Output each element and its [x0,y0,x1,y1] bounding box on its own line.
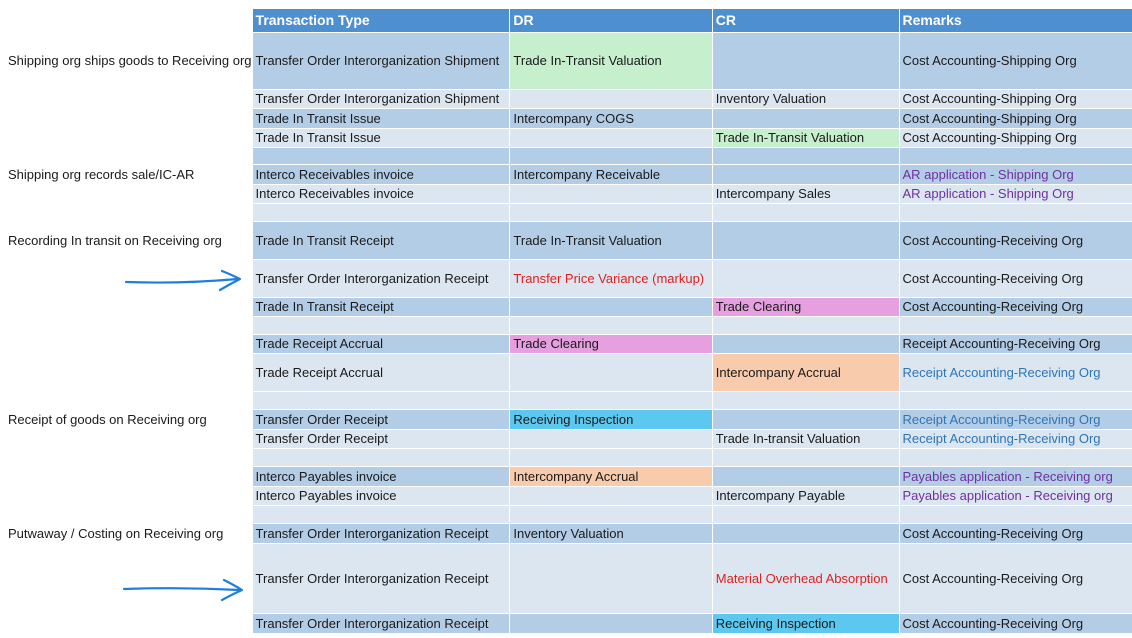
table-row [6,108,1132,128]
table-row [6,429,1132,448]
table-row [6,613,1132,633]
cell-cr[interactable] [712,164,899,184]
cell-remarks[interactable]: Cost Accounting-Shipping Org [899,32,1132,89]
table-row [6,164,1132,184]
cell-dr[interactable] [510,391,712,409]
cell-cr[interactable]: Intercompany Sales [712,184,899,203]
cell-category[interactable] [6,334,252,353]
cell-category[interactable] [6,108,252,128]
table-row [6,448,1132,466]
header-cr[interactable]: CR [712,9,899,32]
cell-category[interactable] [6,543,252,613]
cell-category[interactable] [6,297,252,316]
cell-remarks[interactable]: Receipt Accounting-Receiving Org [899,353,1132,391]
table-row [6,203,1132,221]
cell-category[interactable] [6,505,252,523]
cell-dr[interactable] [510,147,712,164]
cell-dr[interactable] [510,353,712,391]
table-row [6,297,1132,316]
cell-dr[interactable] [510,184,712,203]
cell-remarks[interactable]: Payables application - Receiving org [899,466,1132,486]
table-row [6,147,1132,164]
cell-remarks[interactable]: Cost Accounting-Receiving Org [899,523,1132,543]
cell-dr[interactable]: Trade Clearing [510,334,712,353]
cell-transaction-type[interactable]: Interco Receivables invoice [252,164,510,184]
cell-transaction-type[interactable]: Transfer Order Receipt [252,429,510,448]
cell-cr[interactable] [712,221,899,259]
cell-remarks[interactable] [899,448,1132,466]
cell-cr[interactable]: Intercompany Payable [712,486,899,505]
cell-remarks[interactable]: Payables application - Receiving org [899,486,1132,505]
cell-cr[interactable] [712,391,899,409]
cell-cr[interactable]: Trade Clearing [712,297,899,316]
cell-category[interactable] [6,466,252,486]
cell-cr[interactable] [712,505,899,523]
table-row [6,32,1132,89]
cell-category[interactable]: Shipping org records sale/IC-AR [6,164,252,184]
cell-category[interactable] [6,184,252,203]
cell-remarks[interactable]: Cost Accounting-Receiving Org [899,297,1132,316]
cell-category[interactable] [6,128,252,147]
table-row [6,128,1132,147]
cell-transaction-type[interactable]: Interco Receivables invoice [252,184,510,203]
cell-cr[interactable] [712,448,899,466]
cell-transaction-type[interactable]: Trade In Transit Issue [252,128,510,147]
header-row [6,9,1132,32]
cell-dr[interactable]: Trade In-Transit Valuation [510,32,712,89]
cell-remarks[interactable]: Cost Accounting-Shipping Org [899,108,1132,128]
cell-dr[interactable] [510,613,712,633]
cell-remarks[interactable]: AR application - Shipping Org [899,184,1132,203]
cell-transaction-type[interactable]: Transfer Order Interorganization Receipt [252,259,510,297]
cell-cr[interactable]: Receiving Inspection [712,613,899,633]
cell-dr[interactable]: Intercompany Receivable [510,164,712,184]
cell-dr[interactable]: Trade In-Transit Valuation [510,221,712,259]
table-row [6,391,1132,409]
cell-category[interactable] [6,613,252,633]
cell-dr[interactable] [510,297,712,316]
table-row [6,334,1132,353]
cell-transaction-type[interactable] [252,505,510,523]
cell-remarks[interactable] [899,391,1132,409]
header-cell-blank[interactable] [6,9,252,32]
cell-cr[interactable]: Intercompany Accrual [712,353,899,391]
cell-remarks[interactable]: Cost Accounting-Receiving Org [899,613,1132,633]
table-row [6,184,1132,203]
cell-category[interactable]: Putwaway / Costing on Receiving org [6,523,252,543]
header-dr[interactable]: DR [510,9,712,32]
cell-remarks[interactable] [899,316,1132,334]
cell-dr[interactable]: Transfer Price Variance (markup) [510,259,712,297]
cell-remarks[interactable] [899,147,1132,164]
cell-cr[interactable] [712,32,899,89]
cell-remarks[interactable]: Cost Accounting-Shipping Org [899,128,1132,147]
cell-category[interactable] [6,316,252,334]
table-row [6,543,1132,613]
cell-cr[interactable] [712,147,899,164]
cell-dr[interactable] [510,505,712,523]
cell-cr[interactable] [712,203,899,221]
cell-transaction-type[interactable] [252,448,510,466]
cell-remarks[interactable]: Receipt Accounting-Receiving Org [899,334,1132,353]
cell-cr[interactable] [712,316,899,334]
cell-category[interactable] [6,448,252,466]
cell-category[interactable] [6,147,252,164]
cell-transaction-type[interactable]: Trade Receipt Accrual [252,353,510,391]
cell-cr[interactable] [712,108,899,128]
cell-cr[interactable] [712,409,899,429]
cell-remarks[interactable]: Cost Accounting-Receiving Org [899,221,1132,259]
cell-dr[interactable] [510,203,712,221]
cell-transaction-type[interactable]: Transfer Order Interorganization Receipt [252,543,510,613]
cell-cr[interactable]: Inventory Valuation [712,89,899,108]
cell-dr[interactable] [510,128,712,147]
cell-dr[interactable] [510,429,712,448]
table-row [6,523,1132,543]
cell-transaction-type[interactable]: Trade In Transit Receipt [252,297,510,316]
cell-category[interactable] [6,429,252,448]
cell-dr[interactable] [510,89,712,108]
cell-cr[interactable]: Trade In-Transit Valuation [712,128,899,147]
header-transaction-type[interactable]: Transaction Type [252,9,510,32]
cell-cr[interactable]: Material Overhead Absorption [712,543,899,613]
cell-transaction-type[interactable]: Interco Payables invoice [252,486,510,505]
accounting-spreadsheet [6,9,1132,634]
cell-dr[interactable]: Intercompany Accrual [510,466,712,486]
table-row [6,353,1132,391]
cell-cr[interactable] [712,259,899,297]
cell-remarks[interactable] [899,203,1132,221]
cell-category[interactable] [6,353,252,391]
cell-remarks[interactable]: Cost Accounting-Receiving Org [899,543,1132,613]
cell-dr[interactable] [510,543,712,613]
cell-transaction-type[interactable]: Transfer Order Interorganization Receipt [252,613,510,633]
cell-remarks[interactable]: AR application - Shipping Org [899,164,1132,184]
cell-transaction-type[interactable]: Transfer Order Interorganization Receipt [252,523,510,543]
cell-remarks[interactable] [899,505,1132,523]
cell-dr[interactable] [510,448,712,466]
table-row [6,505,1132,523]
cell-transaction-type[interactable] [252,147,510,164]
cell-transaction-type[interactable] [252,203,510,221]
cell-transaction-type[interactable]: Trade In Transit Receipt [252,221,510,259]
header-remarks[interactable]: Remarks [899,9,1132,32]
cell-remarks[interactable]: Cost Accounting-Receiving Org [899,259,1132,297]
table-row [6,486,1132,505]
cell-remarks[interactable]: Cost Accounting-Shipping Org [899,89,1132,108]
cell-cr[interactable] [712,523,899,543]
table-row [6,259,1132,297]
cell-transaction-type[interactable]: Trade In Transit Issue [252,108,510,128]
cell-category[interactable] [6,391,252,409]
cell-category[interactable] [6,259,252,297]
cell-dr[interactable]: Inventory Valuation [510,523,712,543]
cell-cr[interactable] [712,466,899,486]
table-row [6,316,1132,334]
cell-cr[interactable]: Trade In-transit Valuation [712,429,899,448]
cell-dr[interactable] [510,316,712,334]
cell-transaction-type[interactable] [252,316,510,334]
cell-remarks[interactable]: Receipt Accounting-Receiving Org [899,409,1132,429]
cell-category[interactable]: Recording In transit on Receiving org [6,221,252,259]
cell-transaction-type[interactable]: Transfer Order Interorganization Shipment [252,32,510,89]
table-row [6,221,1132,259]
cell-category[interactable]: Shipping org ships goods to Receiving org [6,32,252,89]
cell-dr[interactable]: Receiving Inspection [510,409,712,429]
table-row [6,466,1132,486]
cell-transaction-type[interactable] [252,391,510,409]
cell-dr[interactable] [510,486,712,505]
cell-category[interactable] [6,486,252,505]
table-row [6,409,1132,429]
table-row [6,89,1132,108]
cell-cr[interactable] [712,334,899,353]
cell-transaction-type[interactable]: Trade Receipt Accrual [252,334,510,353]
cell-dr[interactable]: Intercompany COGS [510,108,712,128]
cell-category[interactable] [6,203,252,221]
cell-transaction-type[interactable]: Transfer Order Receipt [252,409,510,429]
cell-category[interactable]: Receipt of goods on Receiving org [6,409,252,429]
cell-transaction-type[interactable]: Transfer Order Interorganization Shipment [252,89,510,108]
cell-category[interactable] [6,89,252,108]
cell-remarks[interactable]: Receipt Accounting-Receiving Org [899,429,1132,448]
cell-transaction-type[interactable]: Interco Payables invoice [252,466,510,486]
